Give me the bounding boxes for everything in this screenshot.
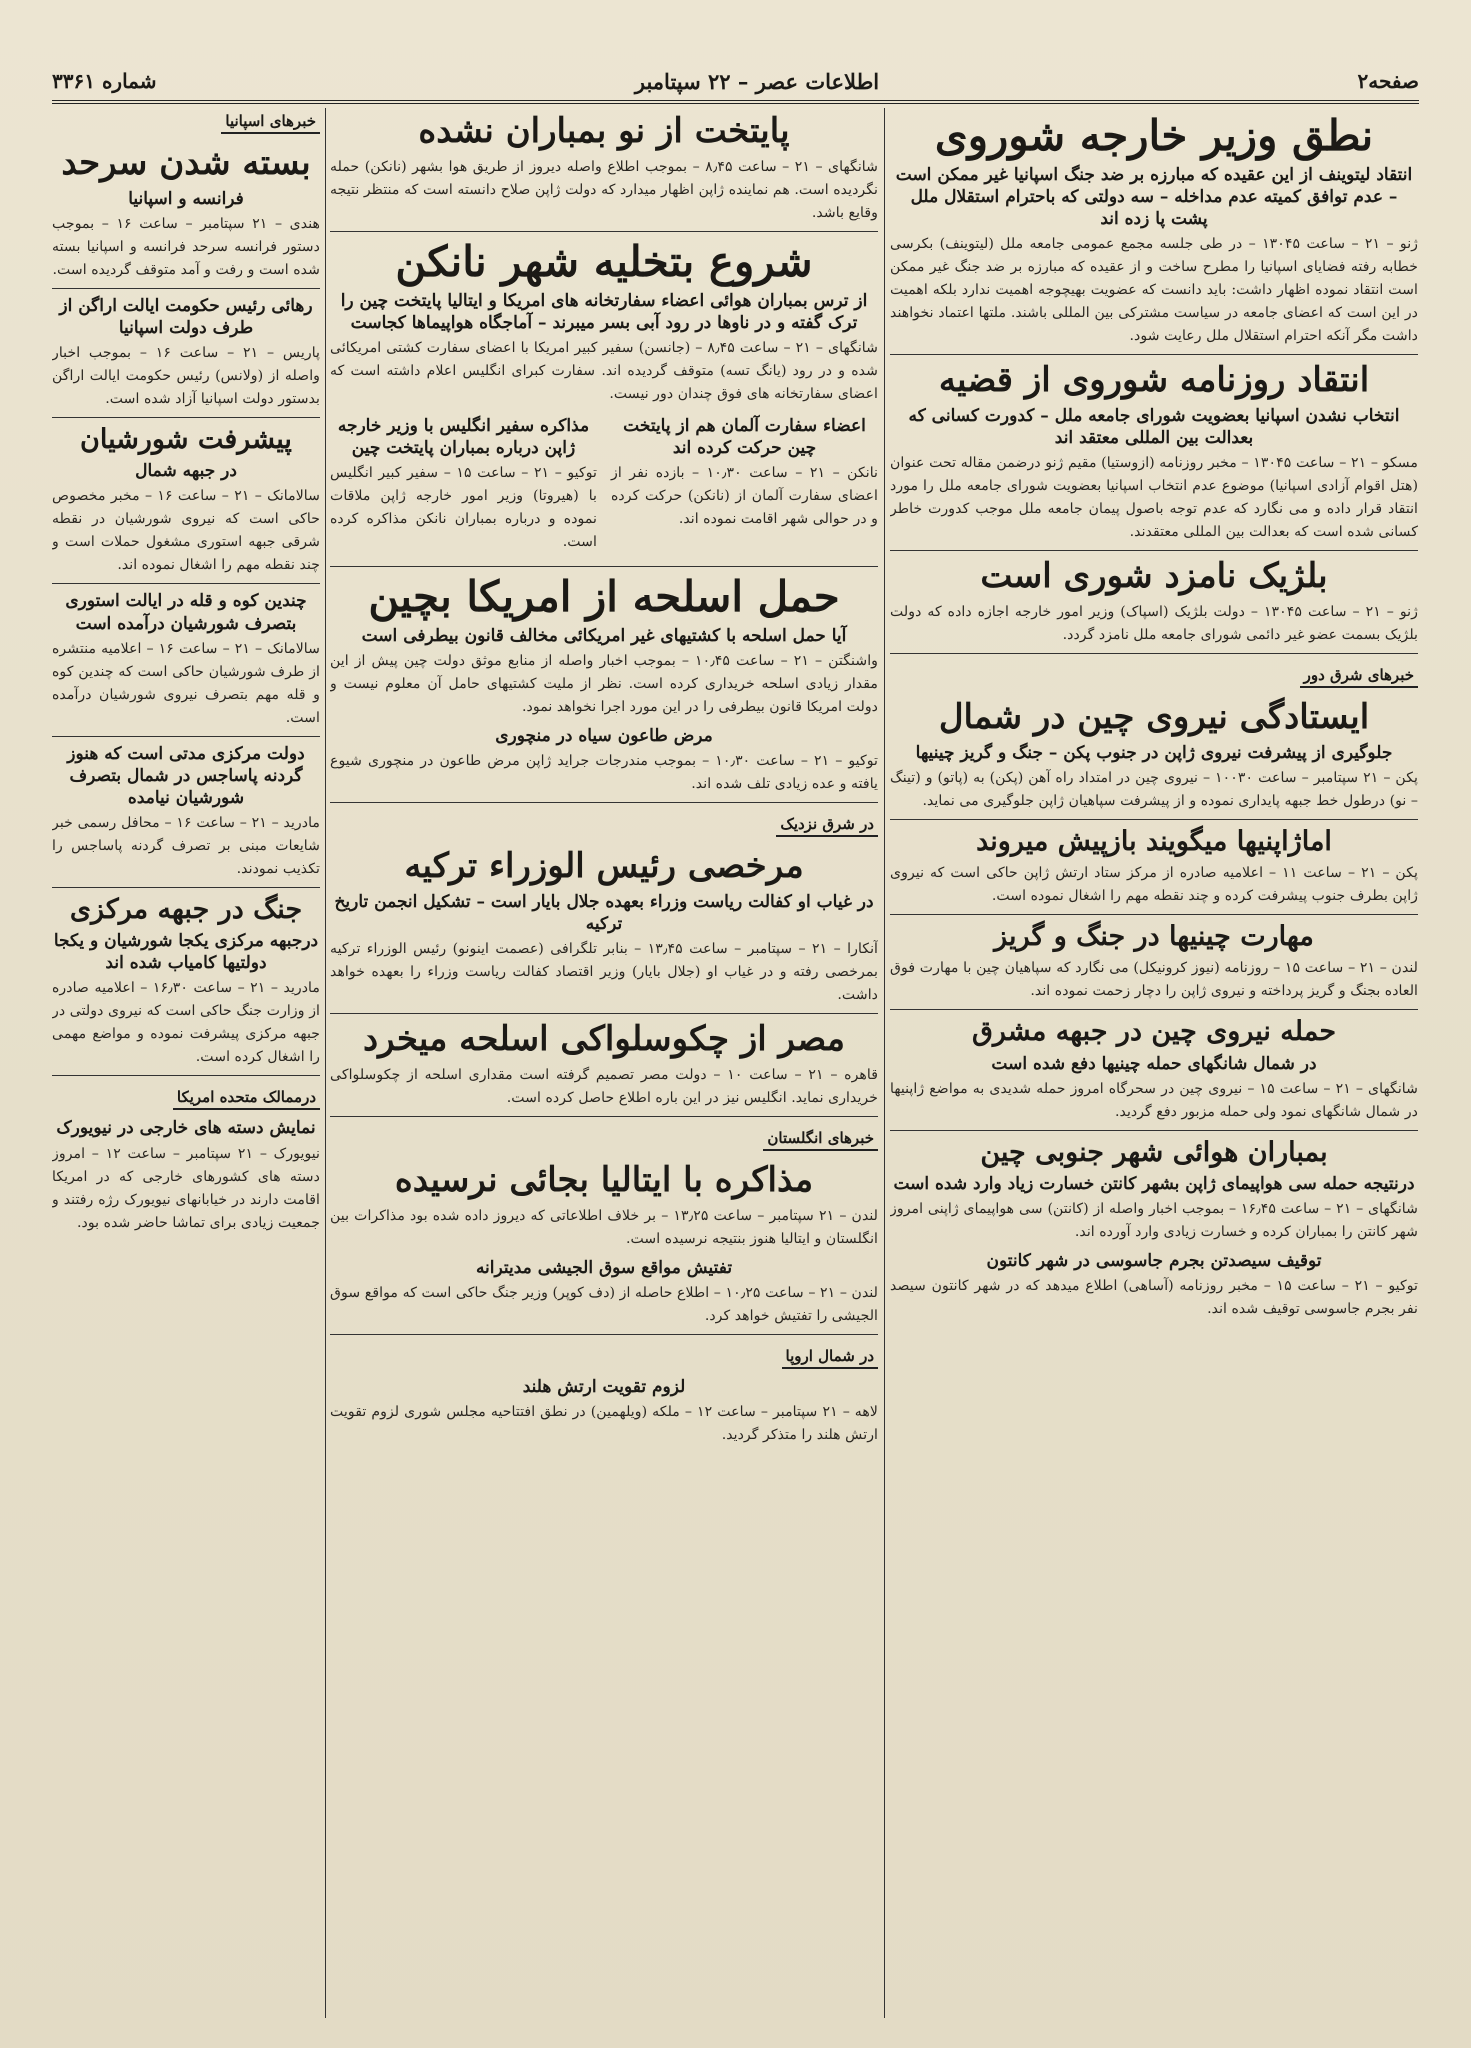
article-capital-not-bombed: شانگهای – ۲۱ – ساعت ۸٫۴۵ – بموجب اطلاع واصله دیروز از طریق هوا بشهر (نانکن) حمله نگردیده است. هم نماینده ژاپن اظهار میدارد که دولت ژاپن صلاح دانسته است که منتظر نتیجه وقایع باشد. [330, 158, 878, 221]
article-egypt-arms: قاهره – ۲۱ – ساعت ۱۰ – دولت مصر تصمیم گرفته است مقداری اسلحه از چکوسلواکی خریداری نماید. انگلیس نیز در این باره اطلاع حاصل کرده است. [330, 1067, 878, 1106]
article-border-closed: هندی – ۲۱ سپتامبر – ساعت ۱۶ – بموجب دستور فرانسه سرحد فرانسه و اسپانیا بسته شده است و رفت و آمد متوقف گردیده است. [52, 215, 320, 278]
subhead-east-front: در شمال شانگهای حمله چینیها دفع شده است [991, 1053, 1317, 1074]
article-japan-advance: پکن – ۲۱ – ساعت ۱۱ – اعلامیه صادره از مرکز ستاد ارتش ژاپن حاکی است که نیروی ژاپن بطرف جنوب پیشرفت کرده و چند نقطه مهم را اشغال نموده است. [890, 865, 1418, 905]
headline-rebels-advance: پیشرفت شورشیان [80, 423, 292, 455]
headline-nanking-evacuation: شروع بتخلیه شهر نانکن [395, 236, 813, 286]
headline-belgium: بلژیک نامزد شوری است [980, 556, 1328, 597]
subhead-air-raid-south: درنتیجه حمله سی هواپیمای ژاپن بشهر کانتن خسارت زیاد وارد شده است [893, 1174, 1415, 1195]
article-chinese-skill: لندن – ۲۱ – ساعت ۱۵ – روزنامه (نیوز کرونیکل) می نگارد که سپاهیان چین با مهارت فوق العاده بجنگ و گریز پرداخته و نیروی ژاپن را دچار زحمت نموده اند. [890, 960, 1418, 1000]
headline-new-york: نمایش دسته های خارجی در نیویورک [56, 1118, 316, 1139]
headline-aragon-release: رهائی رئیس حکومت ایالت اراگن از طرف دولت اسپانیا [59, 295, 313, 338]
headline-asturias-peaks: چندین کوه و قله در ایالت استوری بتصرف شورشیان درآمده است [65, 591, 307, 634]
article-plague: توکیو – ۲۱ – ساعت ۱۰٫۳۰ – بموجب مندرجات جراید ژاپن مرض طاعون در منچوری شیوع یافته و عده زیادی تلف شده اند. [330, 753, 878, 793]
headline-italy-talks: مذاکره با ایتالیا بجائی نرسیده [394, 1160, 814, 1200]
headline-arms-to-china: حمل اسلحه از امریکا بچین [368, 572, 840, 622]
divider [330, 1116, 878, 1117]
column-right [890, 106, 1418, 2022]
article-turkey-pm: آنکارا – ۲۱ – سپتامبر – ساعت ۱۳٫۴۵ – بنابر تلگرافی (عصمت اینونو) رئیس الوزراء ترکیه بمرخصی رفته و در غیاب او (جلال بایار) وزیر اقتصاد کفالت ریاست وزراء را بعهده خواهد داشت. [330, 941, 878, 1004]
article-china-north: پکن – ۲۱ سپتامبر – ساعت ۱۰۰۳۰ – نیروی چین در امتداد راه آهن (پکن) به (پاتو) و (تینگ – نو) درطول خط جبهه پایداری نموده و از پیشرفت سپاهیان ژاپن جلوگیری می نماید. [890, 769, 1418, 809]
section-england: خبرهای انگلستان [763, 1129, 878, 1151]
article-soviet-speech: ژنو – ۲۱ – ساعت ۱۳۰۴۵ – در طی جلسه مجمع عمومی جامعه ملل (لیتوینف) بکرسی خطابه رفته فضایای اسپانیا را مطرح ساخت و از عقیده که مبارزه بر ضد جنگ غیر ممکن است انتقاد نموده اظهار داشت: باید دانست که عضویت بهیچوجه اهمیت ندارد بلکه اهمیت در این است که اعضای جامعه در سیاست مشترکی بین المللی باشند. ملتها اعتماد نخواهند داشت مگر آنکه احترام استقلال ملل رعایت شود. [890, 236, 1418, 345]
headline-border-closed: بسته شدن سرحد [61, 143, 311, 183]
divider [52, 583, 320, 584]
section-north-europe: در شمال اروپا [782, 1347, 878, 1369]
column-rule-right [884, 108, 885, 2018]
divider [890, 653, 1418, 654]
article-belgium: ژنو – ۲۱ – ساعت ۱۳۰۴۵ – دولت بلژیک (اسپاک) وزیر امور خارجه اجازه داده که دولت بلژیک بسمت عضو غیر دائمی شورای جامعه ملل نامزد گردد. [890, 603, 1418, 643]
section-usa: درممالک متحده امریکا [173, 1088, 320, 1110]
divider [890, 914, 1418, 915]
headline-soviet-criticism: انتقاد روزنامه شوروی از قضیه [938, 360, 1370, 401]
section-far-east: خبرهای شرق دور [1300, 666, 1418, 688]
masthead [52, 62, 1419, 104]
divider [890, 1009, 1418, 1010]
divider [890, 819, 1418, 820]
article-nanking-evacuation: شانگهای – ۲۱ – ساعت ۸٫۴۵ – (جانسن) سفیر کبیر امریکا با اعضای سفارت کشتی امریکائی شده و در رود (یانگ تسه) متوقف گردیده اند. سفارت کبرای انگلیس اعلام داشته است که اعضای سفارتخانه های فوق چندان دور نیست. [330, 339, 878, 402]
subhead-central-front: درجبهه مرکزی یکجا شورشیان و یکجا دولتیها کامیاب شده اند [53, 931, 319, 974]
divider [52, 887, 320, 888]
divider [52, 1075, 320, 1076]
headline-turkey-pm: مرخصی رئیس الوزراء ترکیه [404, 846, 804, 887]
headline-central-front: جنگ در جبهه مرکزی [69, 893, 303, 925]
article-new-york: نیویورک – ۲۱ سپتامبر – ساعت ۱۲ – امروز دسته های کشورهای خارجی که در امریکا اقامت دارند در خیابانهای نیویورک رژه رفتند و جمعیت زیادی برای تماشا حاضر شده بود. [52, 1145, 320, 1231]
divider [330, 1013, 878, 1014]
headline-plague: مرض طاعون سیاه در منچوری [495, 726, 713, 747]
subhead-china-north: جلوگیری از پیشرفت نیروی ژاپن در جنوب پکن – جنگ و گریز چینیها [915, 742, 1393, 763]
headline-chinese-skill: مهارت چینیها در جنگ و گریز [994, 921, 1314, 953]
article-asturias-peaks: سالامانک – ۲۱ – ساعت ۱۶ – اعلامیه منتشره از طرف شورشیان حاکی است که چندین کوه و قله مهم بتصرف نیروی شورشیان درآمده است. [52, 640, 320, 726]
article-air-raid-south: شانگهای – ۲۱ – ساعت ۱۶٫۴۵ – بموجب اخبار واصله از (کانتن) سی هواپیمای ژاپنی امروز شهر کانتن را بمباران کرده و خسارت زیادی وارد آورده اند. [890, 1201, 1418, 1241]
headline-japan-advance: اماژاپنیها میگویند بازپیش میروند [976, 825, 1332, 857]
subhead-arms-to-china: آیا حمل اسلحه با کشتیهای غیر امریکائی مخالف قانون بیطرفی است [361, 626, 847, 647]
headline-pass-not-taken: دولت مرکزی مدتی است که هنوز گردنه پاساجس در شمال بتصرف شورشیان نیامده [67, 743, 305, 808]
article-east-front: شانگهای – ۲۱ – ساعت ۱۵ – نیروی چین در سحرگاه امروز حمله شدیدی به مواضع ژاپنیها در شمال شانگهای نمود ولی حمله مزبور دفع گردید. [890, 1080, 1418, 1120]
headline-capital-not-bombed: پایتخت از نو بمباران نشده [418, 111, 790, 151]
headline-air-raid-south: بمباران هوائی شهر جنوبی چین [980, 1136, 1328, 1168]
subhead-rebels-advance: در جبهه شمال [135, 461, 237, 482]
headline-canton-spies: توقیف سیصدتن بجرم جاسوسی در شهر کانتون [986, 1251, 1322, 1272]
section-spain: خبرهای اسپانیا [221, 112, 320, 134]
divider [890, 354, 1418, 355]
issue-number: شماره ۳۳۶۱ [52, 69, 157, 93]
divider [890, 1130, 1418, 1131]
subhead-nanking-evacuation: از ترس بمباران هوائی اعضاء سفارتخانه های امریکا و ایتالیا پایتخت چین را ترک گفته و در ناوها در رود آبی بسر میبرند – آماجگاه هواپیماها کجاست [340, 290, 868, 333]
divider [330, 802, 878, 803]
headline-british-talks: مذاکره سفیر انگلیس با وزیر خارجه ژاپن درباره بمباران پایتخت چین [337, 415, 590, 459]
article-german-embassy: نانکن – ۲۱ – ساعت ۱۰٫۳۰ – بازده نفر از اعضای سفارت آلمان از (نانکن) حرکت کرده و در حوالی شهر اقامت نموده اند. [611, 465, 878, 528]
headline-german-embassy: اعضاء سفارت آلمان هم از پایتخت چین حرکت کرده اند [623, 415, 866, 459]
page-number: صفحه۲ [1357, 69, 1419, 93]
subhead-border-closed: فرانسه و اسپانیا [128, 188, 244, 209]
column-left [52, 106, 320, 2022]
article-canton-spies: توکیو – ۲۱ – ساعت ۱۵ – مخبر روزنامه (آساهی) اطلاع میدهد که در شهر کانتون سیصد نفر بجرم جاسوسی توقیف شده اند. [890, 1278, 1418, 1318]
subhead-turkey-pm: در غیاب او کفالت ریاست وزراء بعهده جلال بایار است – تشکیل انجمن تاریخ ترکیه [334, 892, 874, 935]
headline-east-front: حمله نیروی چین در جبهه مشرق [971, 1016, 1337, 1048]
subhead-soviet-criticism: انتخاب نشدن اسپانیا بعضویت شورای جامعه ملل – کدورت کسانی که بعدالت بین المللی معتقد اند [908, 406, 1400, 449]
divider [330, 231, 878, 232]
two-column-block [330, 412, 878, 560]
article-soviet-criticism: مسکو – ۲۱ – ساعت ۱۳۰۴۵ – مخبر روزنامه (ازوستیا) مقیم ژنو درضمن مقاله تحت عنوان (هتل اقوام آزادی اسپانیا) موضوع عدم انتخاب اسپانیا بعضویت شورای جامعه ملل را مورد انتقاد قرار داده و می نگارد که عدم توجه باصول پیمان جامعه ملل موجب کدورت خاطر کسانی شده است که بعدالت بین المللی معتقدند. [890, 455, 1418, 541]
divider [890, 550, 1418, 551]
divider [52, 417, 320, 418]
headline-dutch-army: لزوم تقویت ارتش هلند [522, 1376, 686, 1397]
article-british-talks: توکیو – ۲۱ – ساعت ۱۵ – سفیر کبیر انگلیس با (هیروتا) وزیر امور خارجه ژاپن ملاقات نموده و درباره بمباران نانکن مذاکره کرده است. [330, 465, 597, 551]
headline-egypt-arms: مصر از چکوسلواکی اسلحه میخرد [363, 1019, 845, 1060]
article-arms-to-china: واشنگتن – ۲۱ – ساعت ۱۰٫۴۵ – بموجب اخبار واصله از منابع موثق دولت چین پیش از این مقدار زیادی اسلحه خریداری کرده است. نظر از ملیت کشتیهای حامل آن معلوم نیست و دولت امریکا قانون بیطرفی را در این مورد اجرا نخواهد نمود. [330, 653, 878, 716]
headline-soviet-speech: نطق وزیر خارجه شوروی [934, 111, 1374, 160]
divider [330, 566, 878, 567]
divider [52, 736, 320, 737]
section-near-east: در شرق نزدیک [776, 815, 878, 837]
article-dutch-army: لاهه – ۲۱ سپتامبر – ساعت ۱۲ – ملکه (ویلهمین) در نطق افتتاحیه مجلس شوری لزوم تقویت ارتش هلند را متذکر گردید. [330, 1403, 878, 1443]
headline-mediterranean: تفتیش مواقع سوق الجیشی مدیترانه [475, 1257, 733, 1278]
article-rebels-advance: سالامانک – ۲۱ – ساعت ۱۶ – مخبر مخصوص حاکی است که نیروی شورشیان در نقطه شرقی جبهه استوری مشغول حملات است و چند نقطه مهم را اشغال نموده اند. [52, 488, 320, 574]
article-pass-not-taken: مادرید – ۲۱ – ساعت ۱۶ – محافل رسمی خبر شایعات مبنی بر تصرف گردنه پاساجس را تکذیب نمودند. [52, 814, 320, 877]
article-aragon-release: پاریس – ۲۱ – ساعت ۱۶ – بموجب اخبار واصله از (ولانس) رئیس حکومت ایالت اراگن بدستور دولت اسپانیا آزاد شده است. [52, 344, 320, 407]
article-mediterranean: لندن – ۲۱ – ساعت ۱۰٫۲۵ – اطلاع حاصله از (دف کوپر) وزیر جنگ حاکی است که مواقع سوق الجیشی را تفتیش خواهد کرد. [330, 1284, 878, 1324]
divider [52, 288, 320, 289]
headline-china-north: ایستادگی نیروی چین در شمال [938, 696, 1370, 737]
subhead-soviet-speech: انتقاد لیتوینف از این عقیده که مبارزه بر ضد جنگ اسپانیا غیر ممکن است – عدم توافق کمیته عدم مداخله – سه دولتی که باحترام استقلال ملل پشت پا زده اند [895, 165, 1413, 230]
divider [330, 1334, 878, 1335]
newspaper-date: اطلاعات عصر – ۲۲ سپتامبر [634, 68, 880, 94]
column-middle [330, 106, 878, 2022]
column-rule-left [325, 108, 326, 2018]
article-italy-talks: لندن – ۲۱ سپتامبر – ساعت ۱۳٫۲۵ – بر خلاف اطلاعاتی که دیروز داده شده بود مذاکرات بین انگلستان و ایتالیا هنوز بنتیجه نرسیده است. [330, 1207, 878, 1247]
article-central-front: مادرید – ۲۱ – ساعت ۱۶٫۳۰ – اعلامیه صادره از وزارت جنگ حاکی است که نیروی دولتی در جبهه مرکزی پیشرفت نموده و مواضع مهمی را اشغال کرده است. [52, 980, 320, 1066]
